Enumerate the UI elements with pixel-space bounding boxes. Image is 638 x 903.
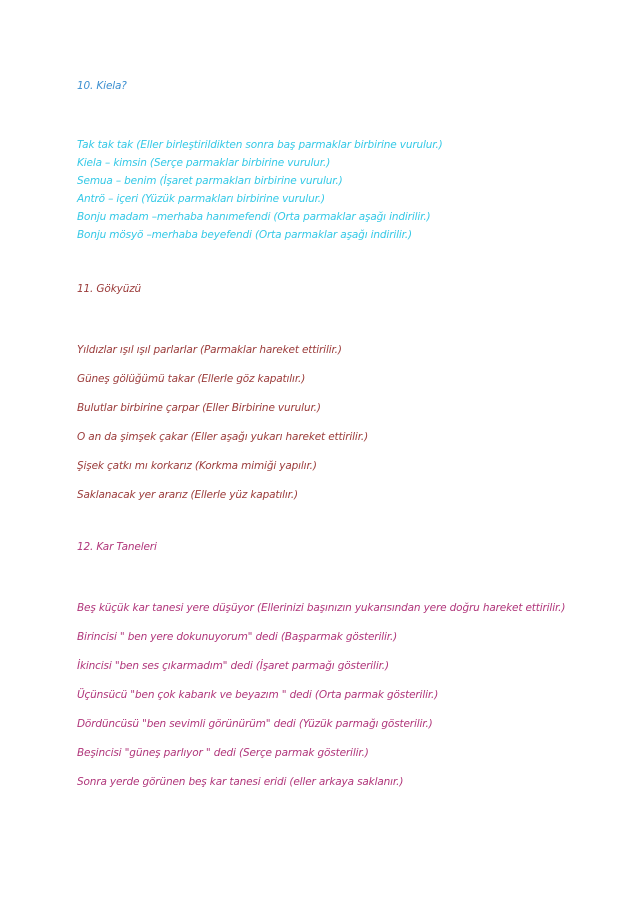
section-11-line: Saklanacak yer ararız (Ellerle yüz kapatılır.) xyxy=(77,489,298,501)
section-11-title: 11. Gökyüzü xyxy=(77,283,142,295)
section-11-line: Şişek çatkı mı korkarız (Korkma mimiği yapılır.) xyxy=(77,460,317,472)
section-11-line: Yıldızlar ışıl ışıl parlarlar (Parmaklar hareket ettirilir.) xyxy=(77,344,342,356)
section-12-line: Dördüncüsü "ben sevimli görünürüm" dedi (Yüzük parmağı gösterilir.) xyxy=(77,718,433,730)
section-12-body xyxy=(77,594,565,797)
section-10-title: 10. Kiela? xyxy=(77,80,127,92)
section-11-line: O an da şimşek çakar (Eller aşağı yukarı hareket ettirilir.) xyxy=(77,431,369,443)
section-12-line: İkincisi "ben ses çıkarmadım" dedi (İşaret parmağı gösterilir.) xyxy=(77,660,389,672)
section-12-line: Üçünsücü "ben çok kabarık ve beyazım " dedi (Orta parmak gösterilir.) xyxy=(77,689,439,701)
section-12-line: Beş küçük kar tanesi yere düşüyor (Ellerinizi başınızın yukarısından yere doğru hareket ettirilir.) xyxy=(77,602,566,614)
section-11-body xyxy=(77,336,368,510)
section-10-line: Kiela – kimsin (Serçe parmaklar birbirine vurulur.) xyxy=(77,157,331,169)
section-12-line: Beşincisi "güneş parlıyor " dedi (Serçe parmak gösterilir.) xyxy=(77,747,369,759)
section-12-line: Sonra yerde görünen beş kar tanesi eridi (eller arkaya saklanır.) xyxy=(77,776,404,788)
section-10-line: Semua – benim (İşaret parmakları birbirine vurulur.) xyxy=(77,175,343,187)
section-10-line: Bonju mösyö –merhaba beyefendi (Orta parmaklar aşağı indirilir.) xyxy=(77,229,413,241)
section-11-line: Bulutlar birbirine çarpar (Eller Birbirine vurulur.) xyxy=(77,402,321,414)
section-10-body xyxy=(77,136,443,244)
section-11-line: Güneş gölüğümü takar (Ellerle göz kapatılır.) xyxy=(77,373,306,385)
section-12-line: Birincisi " ben yere dokunuyorum" dedi (Başparmak gösterilir.) xyxy=(77,631,398,643)
section-10-line: Bonju madam –merhaba hanımefendi (Orta parmaklar aşağı indirilir.) xyxy=(77,211,431,223)
section-12-title: 12. Kar Taneleri xyxy=(77,541,157,553)
section-10-line: Antrö – içeri (Yüzük parmakları birbirine vurulur.) xyxy=(77,193,325,205)
section-10-line: Tak tak tak (Eller birleştirildikten sonra baş parmaklar birbirine vurulur.) xyxy=(77,139,443,151)
